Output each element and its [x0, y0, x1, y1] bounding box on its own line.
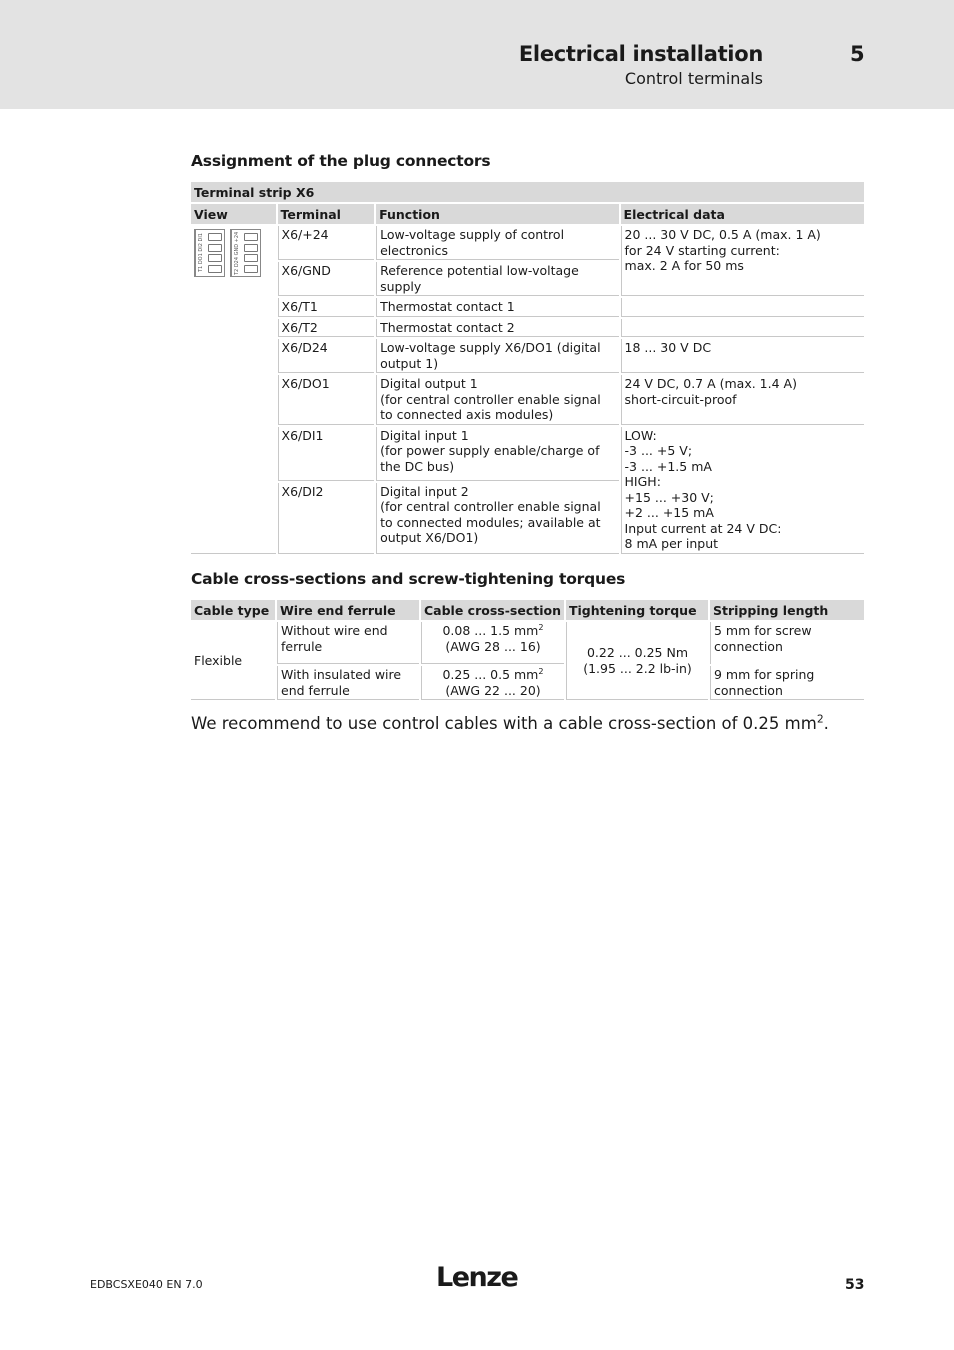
function-cell: Low-voltage supply X6/DO1 (digital output 1): [376, 339, 618, 373]
col-cable-type: Cable type: [191, 600, 275, 620]
table-row: [191, 319, 864, 338]
chapter-subtitle: Control terminals: [624, 69, 763, 88]
section-heading-cable: Cable cross-sections and screw-tightening torques: [191, 570, 626, 588]
chapter-number: 5: [850, 42, 865, 66]
document-code: EDBCSXE040 EN 7.0: [90, 1278, 203, 1291]
plug-left: [194, 229, 225, 277]
connector-diagram: [194, 227, 273, 277]
function-cell: Digital input 2 (for central controller enable signal to connected modules; available at output X6/DO1): [376, 483, 618, 554]
chapter-title: Electrical installation: [518, 42, 763, 66]
terminal-cell: X6/DO1: [278, 375, 375, 425]
function-cell: Low-voltage supply of control electronics: [376, 226, 618, 260]
terminal-cell: X6/D24: [278, 339, 375, 373]
stripping-cell: 5 mm for screw connection: [710, 622, 864, 664]
section-heading-plug-connectors: Assignment of the plug connectors: [191, 152, 491, 170]
lenze-logo: Lenze: [436, 1262, 518, 1293]
table-row: [191, 339, 864, 373]
function-cell: Thermostat contact 2: [376, 319, 618, 338]
electrical-cell: 18 ... 30 V DC: [621, 339, 864, 373]
table-row: [191, 298, 864, 317]
ferrule-cell: Without wire end ferrule: [277, 622, 419, 664]
plug-left-label: T1 DO1 DI2 DI1: [195, 230, 206, 276]
cable-type-cell: Flexible: [191, 622, 275, 700]
function-cell: Digital input 1 (for power supply enable/charge of the DC bus): [376, 427, 618, 481]
recommendation-text: We recommend to use control cables with a cable cross-section of 0.25 $mm^2$.: [191, 712, 829, 733]
torque-cell: 0.22 ... 0.25 Nm (1.95 ... 2.2 lb-in): [566, 622, 708, 700]
cable-table: [189, 598, 866, 702]
col-function: Function: [376, 204, 618, 224]
electrical-cell: [621, 298, 864, 317]
table-row: [191, 375, 864, 425]
terminal-cell: X6/DI1: [278, 427, 375, 481]
function-cell: Digital output 1 (for central controller enable signal to connected axis modules): [376, 375, 618, 425]
col-stripping-length: Stripping length: [710, 600, 864, 620]
plug-right-label: T2 D24 GND +24: [231, 230, 242, 276]
stripping-cell: 9 mm for spring connection: [710, 666, 864, 700]
cross-section-cell: 0.25 ... 0.5 $mm^2$ (AWG 22 ... 20): [421, 666, 564, 700]
terminal-cell: X6/DI2: [278, 483, 375, 554]
table-title: Terminal strip X6: [191, 182, 864, 202]
connector-view: [191, 226, 276, 554]
function-cell: Reference potential low-voltage supply: [376, 262, 618, 296]
col-electrical-data: Electrical data: [621, 204, 864, 224]
table-row: [191, 226, 864, 260]
terminal-cell: X6/+24: [278, 226, 375, 260]
plug-right: [230, 229, 261, 277]
electrical-cell: LOW: -3 ... +5 V; -3 ... +1.5 mA HIGH: +15 ... +30 V; +2 ... +15 mA Input current at 24 V DC: 8 mA per input: [621, 427, 864, 554]
terminal-cell: X6/T2: [278, 319, 375, 338]
col-view: View: [191, 204, 276, 224]
table-row: [191, 666, 864, 700]
terminal-strip-table: [189, 180, 866, 556]
electrical-cell: 20 ... 30 V DC, 0.5 A (max. 1 A) for 24 V starting current: max. 2 A for 50 ms: [621, 226, 864, 296]
cross-section-cell: 0.08 ... 1.5 $mm^2$ (AWG 28 ... 16): [421, 622, 564, 664]
table-row: [191, 427, 864, 481]
col-terminal: Terminal: [278, 204, 375, 224]
function-cell: Thermostat contact 1: [376, 298, 618, 317]
terminal-cell: X6/GND: [278, 262, 375, 296]
electrical-cell: [621, 319, 864, 338]
col-tightening-torque: Tightening torque: [566, 600, 708, 620]
table-row: [191, 622, 864, 664]
header-band: [0, 0, 954, 109]
electrical-cell: 24 V DC, 0.7 A (max. 1.4 A) short-circuit-proof: [621, 375, 864, 425]
terminal-cell: X6/T1: [278, 298, 375, 317]
ferrule-cell: With insulated wire end ferrule: [277, 666, 419, 700]
col-wire-end-ferrule: Wire end ferrule: [277, 600, 419, 620]
page-number: 53: [845, 1277, 865, 1293]
col-cross-section: Cable cross-section: [421, 600, 564, 620]
